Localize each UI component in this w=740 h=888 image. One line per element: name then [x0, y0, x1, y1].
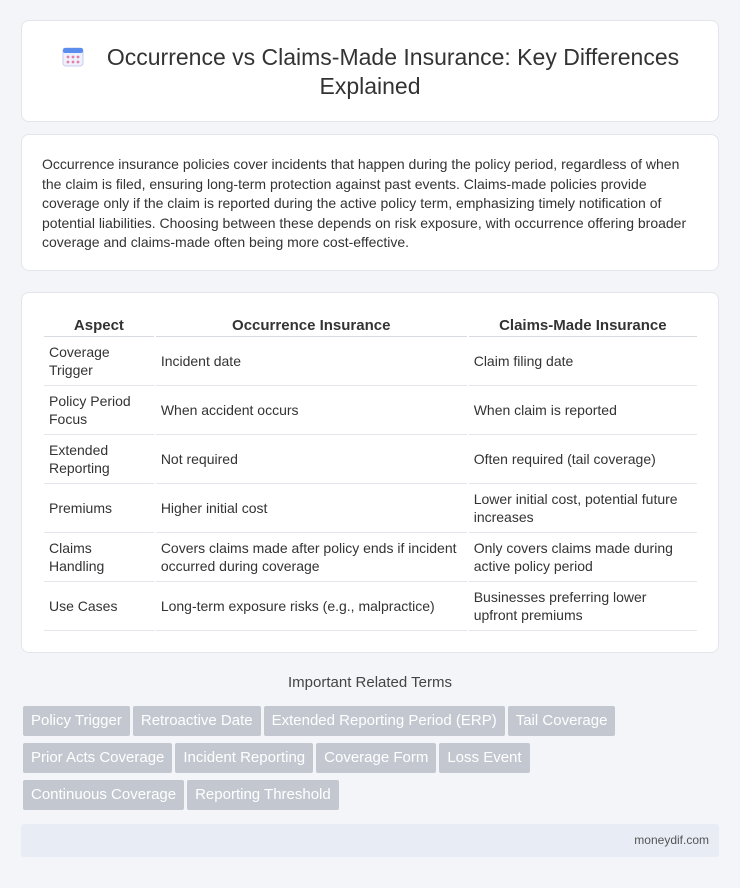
related-term-tag[interactable]: Prior Acts Coverage [23, 743, 172, 773]
related-term-tag[interactable]: Tail Coverage [508, 706, 616, 736]
comparison-table [42, 315, 699, 631]
table-row [44, 484, 697, 533]
table-cell: Higher initial cost [156, 484, 467, 533]
summary-card [21, 134, 719, 271]
table-row [44, 386, 697, 435]
related-term-tag[interactable]: Incident Reporting [175, 743, 313, 773]
related-term-tag[interactable]: Policy Trigger [23, 706, 130, 736]
table-cell: Policy Period Focus [44, 386, 154, 435]
table-cell: Covers claims made after policy ends if incident occurred during coverage [156, 533, 467, 582]
table-row [44, 337, 697, 386]
related-term-tag[interactable]: Continuous Coverage [23, 780, 184, 810]
table-cell: Extended Reporting [44, 435, 154, 484]
table-cell: Long-term exposure risks (e.g., malpractice) [156, 582, 467, 631]
table-cell: When claim is reported [469, 386, 697, 435]
table-cell: Businesses preferring lower upfront premiums [469, 582, 697, 631]
table-row [44, 435, 697, 484]
column-header: Occurrence Insurance [156, 315, 467, 337]
table-row [44, 582, 697, 631]
table-cell: Often required (tail coverage) [469, 435, 697, 484]
comparison-card [21, 292, 719, 653]
table-cell: Only covers claims made during active policy period [469, 533, 697, 582]
page-title-wrap [22, 43, 718, 101]
related-term-tag[interactable]: Loss Event [439, 743, 529, 773]
table-row [44, 533, 697, 582]
footer-site-name: moneydif.com [634, 833, 709, 847]
related-term-tag[interactable]: Extended Reporting Period (ERP) [264, 706, 505, 736]
table-header-row [44, 315, 697, 337]
table-cell: Claim filing date [469, 337, 697, 386]
calendar-icon [61, 44, 85, 68]
summary-text: Occurrence insurance policies cover incidents that happen during the policy period, regardless of when the claim is filed, ensuring long-term protection against past events. Claims-made policies provide coverage only if the claim is reported during the active policy term, emphasizing timely notification of potential liabilities. Choosing between these depends on risk exposure, with occurrence offering broader coverage and claims-made often being more cost-effective. [42, 156, 687, 250]
column-header: Claims-Made Insurance [469, 315, 697, 337]
table-cell: Coverage Trigger [44, 337, 154, 386]
related-terms-heading: Important Related Terms [288, 674, 452, 691]
table-cell: Premiums [44, 484, 154, 533]
table-cell: Incident date [156, 337, 467, 386]
footer-bar [21, 824, 719, 857]
table-cell: Lower initial cost, potential future increases [469, 484, 697, 533]
related-terms-list [23, 706, 703, 817]
column-header: Aspect [44, 315, 154, 337]
related-term-tag[interactable]: Coverage Form [316, 743, 436, 773]
table-cell: Use Cases [44, 582, 154, 631]
table-cell: When accident occurs [156, 386, 467, 435]
page-title: Occurrence vs Claims-Made Insurance: Key Differences Explained [106, 44, 680, 99]
table-cell: Not required [156, 435, 467, 484]
title-card [21, 20, 719, 122]
table-cell: Claims Handling [44, 533, 154, 582]
related-term-tag[interactable]: Reporting Threshold [187, 780, 339, 810]
related-term-tag[interactable]: Retroactive Date [133, 706, 261, 736]
